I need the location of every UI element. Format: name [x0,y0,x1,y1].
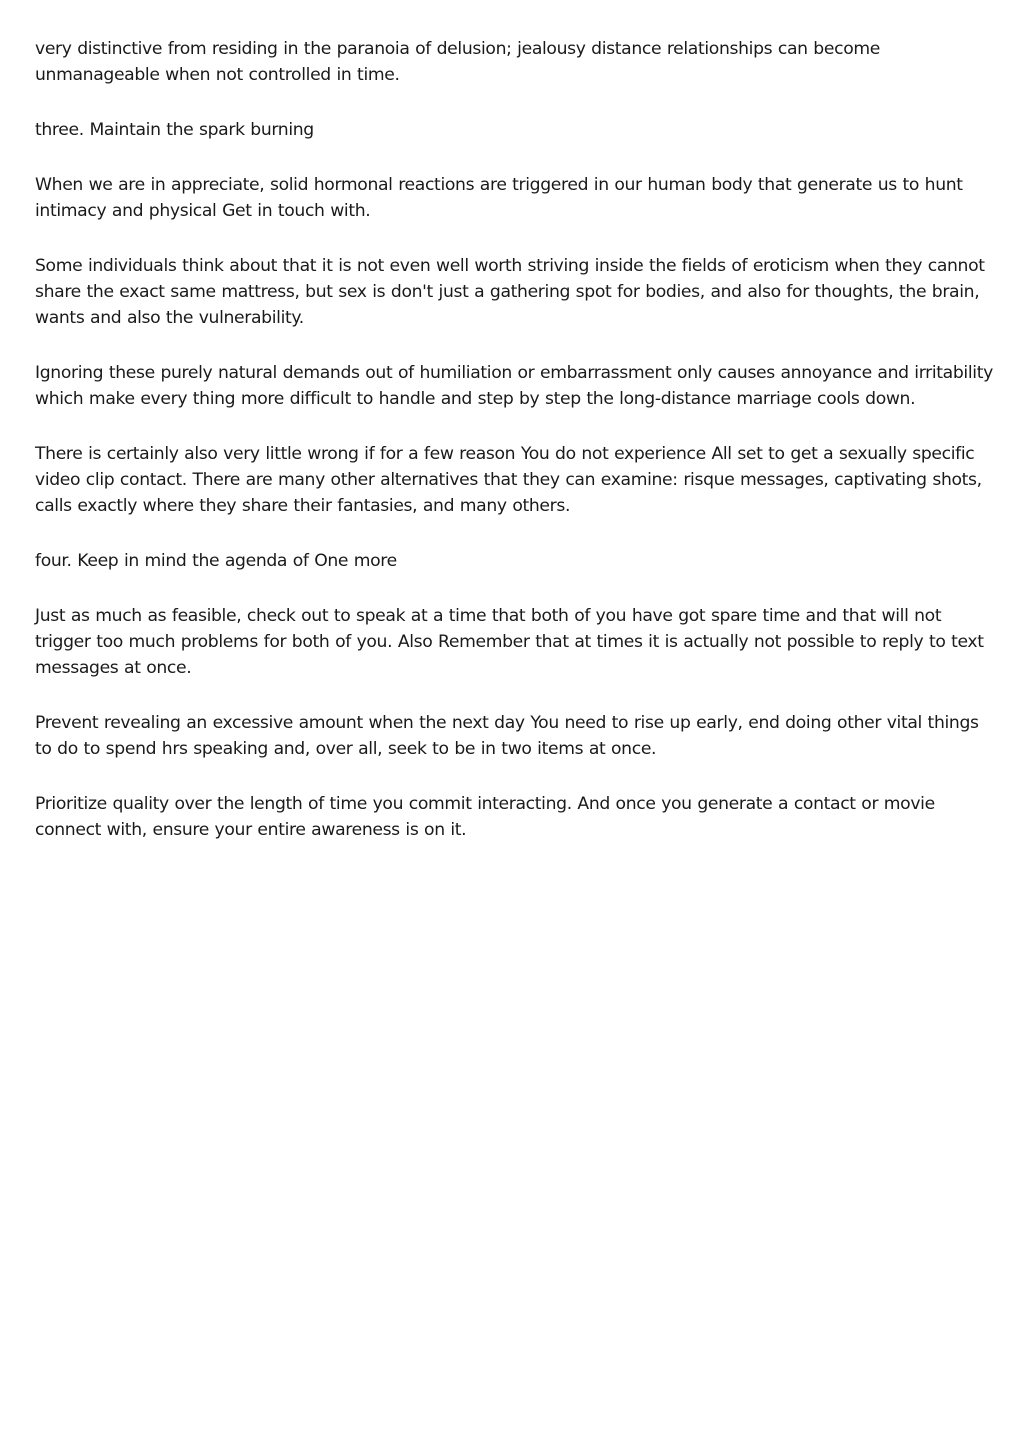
paragraph-video-contact: There is certainly also very little wrong if for a few reason You do not experience All set to get a sexually specific video clip contact. There are many other alternatives that they can examine: risque messages, captivating shots, calls exactly where they share their fantasies, and many others. [35,444,982,516]
paragraph-rise-early: Prevent revealing an excessive amount when the next day You need to rise up early, end doing other vital things to do to spend hrs speaking and, over all, seek to be in two items at once. [35,713,979,759]
paragraph-eroticism: Some individuals think about that it is not even well worth striving inside the fields of eroticism when they cannot share the exact same mattress, but sex is don't just a gathering spot for bodies, and also for thoughts, the brain, wants and also the vulnerability. [35,256,985,328]
paragraph-quality: Prioritize quality over the length of time you commit interacting. And once you generate a contact or movie connect with, ensure your entire awareness is on it. [35,794,935,840]
heading-agenda: four. Keep in mind the agenda of One more [35,551,397,571]
paragraph-natural-demands: Ignoring these purely natural demands out of humiliation or embarrassment only causes annoyance and irritability which make every thing more difficult to handle and step by step the long-distance marriage cools down. [35,363,993,409]
paragraph-hormonal-reactions: When we are in appreciate, solid hormonal reactions are triggered in our human body that generate us to hunt intimacy and physical Get in touch with. [35,175,963,221]
paragraph-spare-time: Just as much as feasible, check out to speak at a time that both of you have got spare time and that will not trigger too much problems for both of you. Also Remember that at times it is actually not possible to reply to text messages at once. [35,606,984,678]
heading-maintain-spark: three. Maintain the spark burning [35,120,314,140]
document-body [35,36,995,872]
paragraph-jealousy: very distinctive from residing in the paranoia of delusion; jealousy distance relationships can become unmanageable when not controlled in time. [35,39,880,85]
